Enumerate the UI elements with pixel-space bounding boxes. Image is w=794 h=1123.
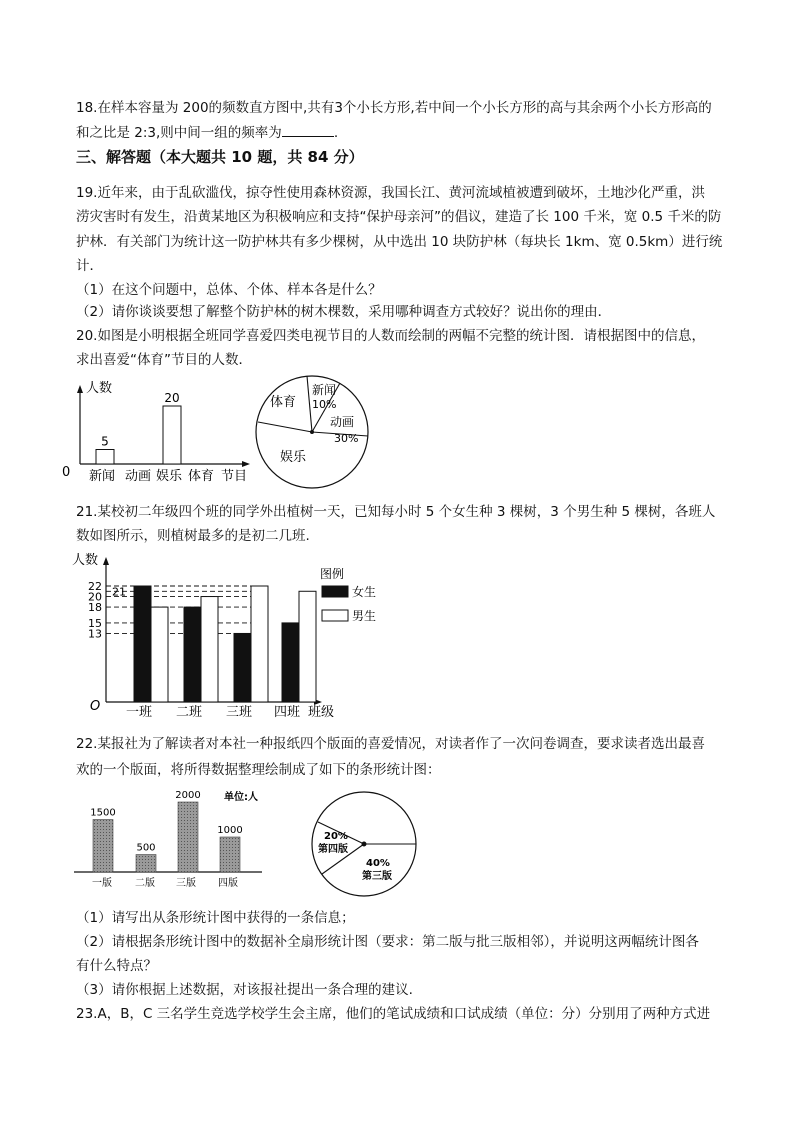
q22-pie-chart	[300, 786, 432, 906]
x-tick-edition3: 三版	[176, 878, 196, 889]
origin-label: O	[90, 699, 101, 714]
y-tick-21: 21	[112, 585, 126, 599]
x-tick-sports: 体育	[188, 469, 215, 484]
q18-line2	[76, 122, 726, 143]
q22-line2: 欢的一个版面，将所得数据整理绘制成了如下的条形统计图：	[76, 762, 441, 778]
bar-edition1	[93, 820, 113, 873]
bar-edition3	[178, 802, 198, 872]
pie-pct-news: 10%	[312, 398, 337, 411]
q22-sub2b: 有什么特点？	[76, 958, 157, 974]
q22-sub1: （1）请写出从条形统计图中获得的一条信息；	[76, 910, 355, 926]
bar-edition2	[136, 855, 156, 873]
y-axis-arrow	[103, 557, 109, 565]
bar-entertainment	[163, 406, 181, 464]
unit-label: 单位:人	[224, 792, 258, 803]
x-tick-edition4: 四版	[218, 878, 238, 889]
pie-pct-edition3: 40%	[366, 858, 390, 869]
y-tick-15: 15	[88, 616, 102, 630]
q19-line3: 护林．有关部门为统计这一防护林共有多少棵树，从中选出 10 块防护林（每块长 1km、宽 0.5km）进行统	[76, 234, 723, 250]
q20-line2: 求出喜爱“体育”节目的人数．	[76, 352, 252, 368]
q18-line1: 18.在样本容量为 200的频数直方图中,共有3个小长方形,若中间一个小长方形的高与其余两个小长方形高的	[76, 100, 712, 116]
pie-label-edition3: 第三版	[362, 871, 392, 882]
bar-female-4	[282, 623, 299, 702]
bar-edition3-value: 2000	[175, 790, 201, 801]
bar-female-2	[184, 607, 201, 702]
x-tick-class1: 一班	[126, 705, 153, 720]
q19-sub1: （1）在这个问题中，总体、个体、样本各是什么？	[76, 282, 382, 298]
x-tick-entertainment: 娱乐	[156, 469, 183, 484]
bar-male-4	[299, 591, 316, 702]
pie-label-news: 新闻	[312, 383, 337, 397]
x-tick-news: 新闻	[89, 469, 116, 484]
pie-center	[310, 430, 314, 434]
q22-line1: 22.某报社为了解读者对本社一种报纸四个版面的喜爱情况，对读者作了一次问卷调查，要求读者选出最喜	[76, 736, 705, 752]
q22-sub2a: （2）请根据条形统计图中的数据补全扇形统计图（要求：第二版与批三版相邻），并说明这两幅统计图各	[76, 934, 699, 950]
bar-edition1-value: 1500	[90, 807, 116, 819]
x-axis-arrow	[242, 461, 250, 467]
q22-bar-chart	[70, 784, 270, 894]
x-tick-edition2: 二版	[135, 878, 155, 889]
q21-line2: 数如图所示，则植树最多的是初二几班.	[76, 528, 310, 544]
bars	[90, 790, 242, 872]
q22-sub3: （3）请你根据上述数据，对该报社提出一条合理的建议.	[76, 982, 413, 998]
x-tick-edition1: 一版	[92, 878, 112, 889]
y-axis-label: 人数	[86, 381, 113, 396]
x-tick-animation: 动画	[125, 469, 152, 484]
bar-edition2-value: 500	[136, 842, 156, 854]
pie-label-sports: 体育	[270, 395, 297, 410]
pie-pct-animation: 30%	[334, 432, 359, 445]
y-tick-22: 22	[88, 580, 102, 593]
y-tick-20: 20	[88, 590, 102, 604]
pie-label-edition4: 第四版	[318, 844, 348, 855]
bar-male-2	[201, 597, 218, 702]
q23-line1: 23.A，B，C 三名学生竞选学校学生会主席，他们的笔试成绩和口试成绩（单位：分）分别用了两种方式进	[76, 1006, 711, 1022]
bar-entertainment-value: 20	[164, 391, 180, 405]
q19-line1: 19.近年来，由于乱砍滥伐，掠夺性使用森林资源，我国长江、黄河流域植被遭到破坏，土地沙化严重，洪	[76, 185, 705, 201]
bar-female-3	[234, 633, 251, 702]
origin-label: 0	[62, 465, 71, 480]
pie-label-entertainment: 娱乐	[280, 450, 307, 465]
legend-swatch-male	[322, 610, 348, 621]
bar-female-1	[134, 586, 151, 702]
legend-swatch-female	[322, 586, 348, 597]
bar-male-1	[151, 607, 168, 702]
q19-sub2: （2）请你谈谈要想了解整个防护林的树木棵数，采用哪种调查方式较好？说出你的理由．	[76, 304, 612, 320]
x-tick-class4: 四班	[274, 705, 301, 720]
bar-news-value: 5	[101, 434, 109, 449]
legend-label-male: 男生	[352, 609, 377, 623]
x-axis-label: 班级	[308, 705, 335, 720]
q20-line1: 20.如图是小明根据全班同学喜爱四类电视节目的人数而绘制的两幅不完整的统计图．请根据图中的信息，	[76, 328, 705, 344]
q21-line1: 21.某校初二年级四个班的同学外出植树一天，已知每小时 5 个女生种 3 棵树，3 个男生种 5 棵树，各班人	[76, 504, 716, 520]
q20-pie-chart	[250, 366, 380, 496]
legend-label-female: 女生	[352, 585, 377, 599]
pie-label-animation: 动画	[330, 415, 355, 429]
bar-news	[96, 450, 114, 465]
pie-center	[362, 842, 367, 847]
y-tick-18: 18	[88, 601, 102, 615]
y-axis-label: 人数	[72, 553, 99, 568]
bar-male-3	[251, 586, 268, 702]
bar-edition4-value: 1000	[217, 825, 243, 836]
x-tick-class3: 三班	[226, 705, 253, 720]
bars	[134, 586, 316, 702]
q18-period: .	[333, 125, 339, 141]
pie-pct-edition4: 20%	[324, 831, 348, 842]
q19-line4: 计．	[76, 258, 103, 274]
bar-edition4	[220, 837, 240, 872]
x-tick-class2: 二班	[176, 705, 203, 720]
q19-line2: 涝灾害时有发生，沿黄某地区为积极响应和支持“保护母亲河”的倡议，建造了长 100 千米，宽 0.5 千米的防	[76, 209, 722, 225]
x-axis-label: 节目	[221, 469, 248, 484]
section-heading: 三、解答题（本大题共 10 题，共 84 分）	[76, 148, 364, 166]
q20-bar-chart	[56, 376, 256, 486]
q18-text: 和之比是 2:3,则中间一组的频率为	[76, 125, 282, 141]
answer-blank	[282, 122, 334, 137]
y-axis-arrow	[77, 385, 83, 393]
legend-title: 图例	[320, 567, 345, 581]
y-tick-13: 13	[88, 627, 102, 641]
q21-bar-chart	[70, 548, 390, 720]
y-ticks	[88, 580, 126, 640]
